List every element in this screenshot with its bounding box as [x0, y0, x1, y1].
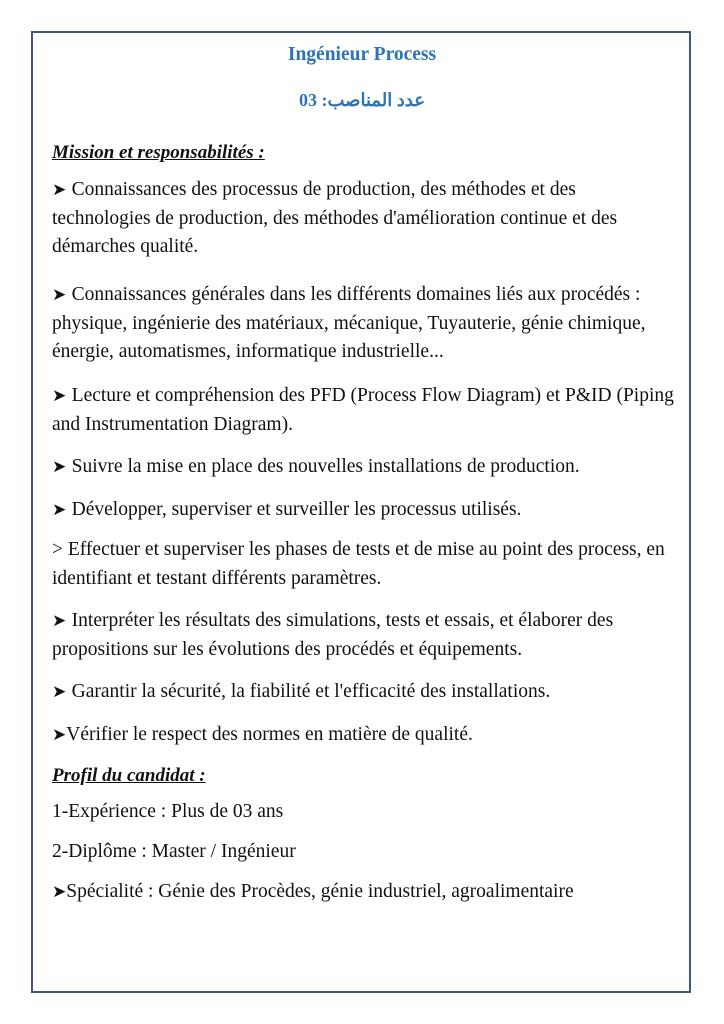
mission-item-1 — [52, 176, 676, 262]
mission-item-8 — [52, 678, 676, 707]
mission-item-5 — [52, 496, 676, 525]
arrow-bullet-icon: ➤ — [52, 611, 72, 631]
arrow-bullet-icon: ➤ — [52, 882, 67, 902]
mission-item-3 — [52, 382, 676, 439]
mission-item-text: Connaissances générales dans les différents domaines liés aux procédés : physique, ingénierie des matériaux, mécanique, Tuyauterie, génie chimique, énergie, automatismes, informatique industrielle... — [52, 284, 646, 362]
mission-item-2 — [52, 281, 676, 367]
mission-item-text: Garantir la sécurité, la fiabilité et l'efficacité des installations. — [71, 681, 551, 702]
mission-item-9 — [52, 721, 676, 750]
mission-item-text: Développer, superviser et surveiller les processus utilisés. — [71, 499, 522, 520]
profile-item-text: 1-Expérience : Plus de 03 ans — [52, 801, 284, 822]
arrow-bullet-icon: ➤ — [52, 725, 67, 745]
profile-item-text: 2-Diplôme : Master / Ingénieur — [52, 841, 296, 862]
gt-bullet: > — [52, 539, 68, 560]
mission-item-7 — [52, 607, 676, 664]
profile-heading: Profil du candidat : — [52, 765, 206, 786]
job-title: Ingénieur Process — [287, 44, 437, 65]
arrow-bullet-icon: ➤ — [52, 682, 72, 702]
positions-count: عدد المناصب: 03 — [299, 90, 425, 110]
arrow-bullet-icon: ➤ — [52, 500, 72, 520]
mission-item-text: Interpréter les résultats des simulations, tests et essais, et élaborer des propositions sur les évolutions des procédés et équipements. — [52, 610, 614, 660]
arrow-bullet-icon: ➤ — [52, 457, 72, 477]
mission-item-6 — [52, 536, 676, 593]
mission-item-text: Suivre la mise en place des nouvelles installations de production. — [71, 456, 580, 477]
profile-item-2 — [52, 838, 676, 867]
arrow-bullet-icon: ➤ — [52, 180, 72, 200]
profile-item-1 — [52, 798, 676, 827]
mission-item-text: Vérifier le respect des normes en matière de qualité. — [66, 724, 473, 745]
profile-item-3 — [52, 878, 676, 907]
mission-item-4 — [52, 453, 676, 482]
mission-item-text: Lecture et compréhension des PFD (Process Flow Diagram) et P&ID (Piping and Instrumentation Diagram). — [52, 385, 674, 435]
mission-item-text: Connaissances des processus de production, des méthodes et des technologies de production, des méthodes d'amélioration continue et des démarches qualité. — [52, 179, 618, 257]
arrow-bullet-icon: ➤ — [52, 285, 72, 305]
profile-item-text: Spécialité : Génie des Procèdes, génie industriel, agroalimentaire — [66, 881, 574, 902]
mission-heading: Mission et responsabilités : — [52, 142, 265, 163]
arrow-bullet-icon: ➤ — [52, 386, 72, 406]
mission-item-text: Effectuer et superviser les phases de tests et de mise au point des process, en identifiant et testant différents paramètres. — [52, 539, 665, 589]
